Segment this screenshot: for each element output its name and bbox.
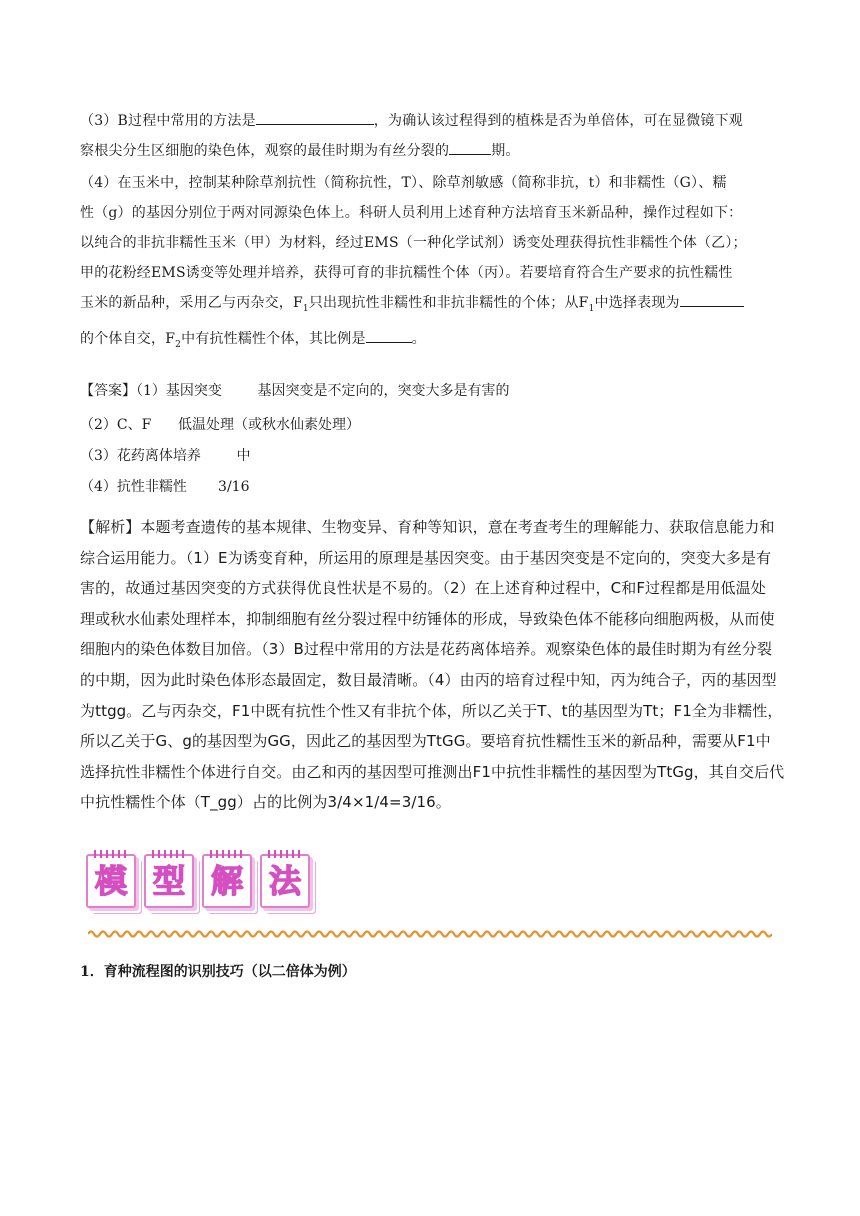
model-method-banner bbox=[86, 854, 316, 912]
analysis-block bbox=[80, 512, 786, 818]
answer-line-3: （3）花药离体培养 中 bbox=[80, 448, 251, 464]
banner-tile: 解 bbox=[202, 854, 252, 908]
banner-tile: 法 bbox=[260, 854, 310, 908]
analysis-line-1: 【解析】本题考查遗传的基本规律、生物变异、育种等知识，意在考查考生的理解能力、获取信息能力和 bbox=[80, 518, 775, 536]
question-3-line-2: 察根尖分生区细胞的染色体，观察的最佳时期为有丝分裂的 期。 bbox=[80, 136, 784, 166]
banner-tile: 型 bbox=[144, 854, 194, 908]
question-4-line-1: （4）在玉米中，控制某种除草剂抗性（简称抗性，T）、除草剂敏感（简称非抗，t）和非糯性（G）、糯 bbox=[80, 175, 727, 191]
answer-blank bbox=[366, 326, 412, 343]
answer-line-4: （4）抗性非糯性 3/16 bbox=[80, 479, 250, 495]
answer-blank bbox=[680, 290, 744, 307]
question-4-line-4: 甲的花粉经EMS诱变等处理并培养，获得可育的非抗糯性个体（丙）。若要培育符合生产要求的抗性糯性 bbox=[80, 265, 733, 281]
question-4-line-5: 玉米的新品种，采用乙与丙杂交，$F_1$只出现抗性非糯性和非抗非糯性的个体；从$F_1$中选择表现为 bbox=[80, 288, 784, 324]
question-3 bbox=[80, 106, 784, 166]
analysis-line-2: 综合运用能力。（1）E为诱变育种，所运用的原理是基因突变。由于基因突变是不定向的，突变大多是有 bbox=[80, 548, 772, 567]
answer-line-1: 【答案】（1）基因突变 基因突变是不定向的，突变大多是有害的 bbox=[80, 383, 510, 399]
analysis-line-7: 为ttgg。乙与丙杂交，F1中既有抗性个性又有非抗个体，所以乙关于T、t的基因型为Tt；F1全为非糯性， bbox=[80, 701, 783, 720]
section-heading: 1．育种流程图的识别技巧（以二倍体为例） bbox=[80, 964, 356, 980]
analysis-line-4: 理或秋水仙素处理样本，抑制细胞有丝分裂过程中纺锤体的形成，导致染色体不能移向细胞两极，从而使 bbox=[80, 609, 775, 628]
analysis-line-6: 的中期，因为此时染色体形态最固定，数目最清晰。（4）由丙的培育过程中知，丙为纯合子，丙的基因型 bbox=[80, 670, 777, 689]
banner-tile: 模 bbox=[86, 854, 136, 908]
question-3-line-1: （3）B过程中常用的方法是 ，为确认该过程得到的植株是否为单倍体，可在显微镜下观 bbox=[80, 106, 784, 136]
analysis-line-8: 所以乙关于G、g的基因型为GG，因此乙的基因型为TtGG。要培育抗性糯性玉米的新品种，需要从F1中 bbox=[80, 732, 771, 751]
question-4-line-3: 以纯合的非抗非糯性玉米（甲）为材料，经过EMS（一种化学试剂）诱变处理获得抗性非糯性个体（乙）； bbox=[80, 235, 747, 251]
answer-blank bbox=[449, 138, 491, 155]
answer-blank bbox=[256, 108, 374, 125]
question-4-line-2: 性（g）的基因分别位于两对同源染色体上。科研人员利用上述育种方法培育玉米新品种，操作过程如下： bbox=[80, 205, 743, 221]
wavy-divider bbox=[88, 928, 772, 940]
question-4 bbox=[80, 168, 784, 360]
question-4-line-6: 的个体自交，$F_2$中有抗性糯性个体，其比例是 。 bbox=[80, 324, 784, 360]
analysis-line-9: 选择抗性非糯性个体进行自交。由乙和丙的基因型可推测出F1中抗性非糯性的基因型为TtGg，其自交后代 bbox=[80, 762, 785, 781]
analysis-line-3: 害的，故通过基因突变的方式获得优良性状是不易的。（2）在上述育种过程中，C和F过程都是用低温处 bbox=[80, 579, 766, 598]
answer-line-2: （2）C、F 低温处理（或秋水仙素处理） bbox=[80, 417, 361, 433]
analysis-line-10: 中抗性糯性个体（T_gg）占的比例为3/4×1/4=3/16。 bbox=[80, 793, 451, 812]
analysis-line-5: 细胞内的染色体数目加倍。（3）B过程中常用的方法是花药离体培养。观察染色体的最佳时期为有丝分裂 bbox=[80, 640, 773, 659]
